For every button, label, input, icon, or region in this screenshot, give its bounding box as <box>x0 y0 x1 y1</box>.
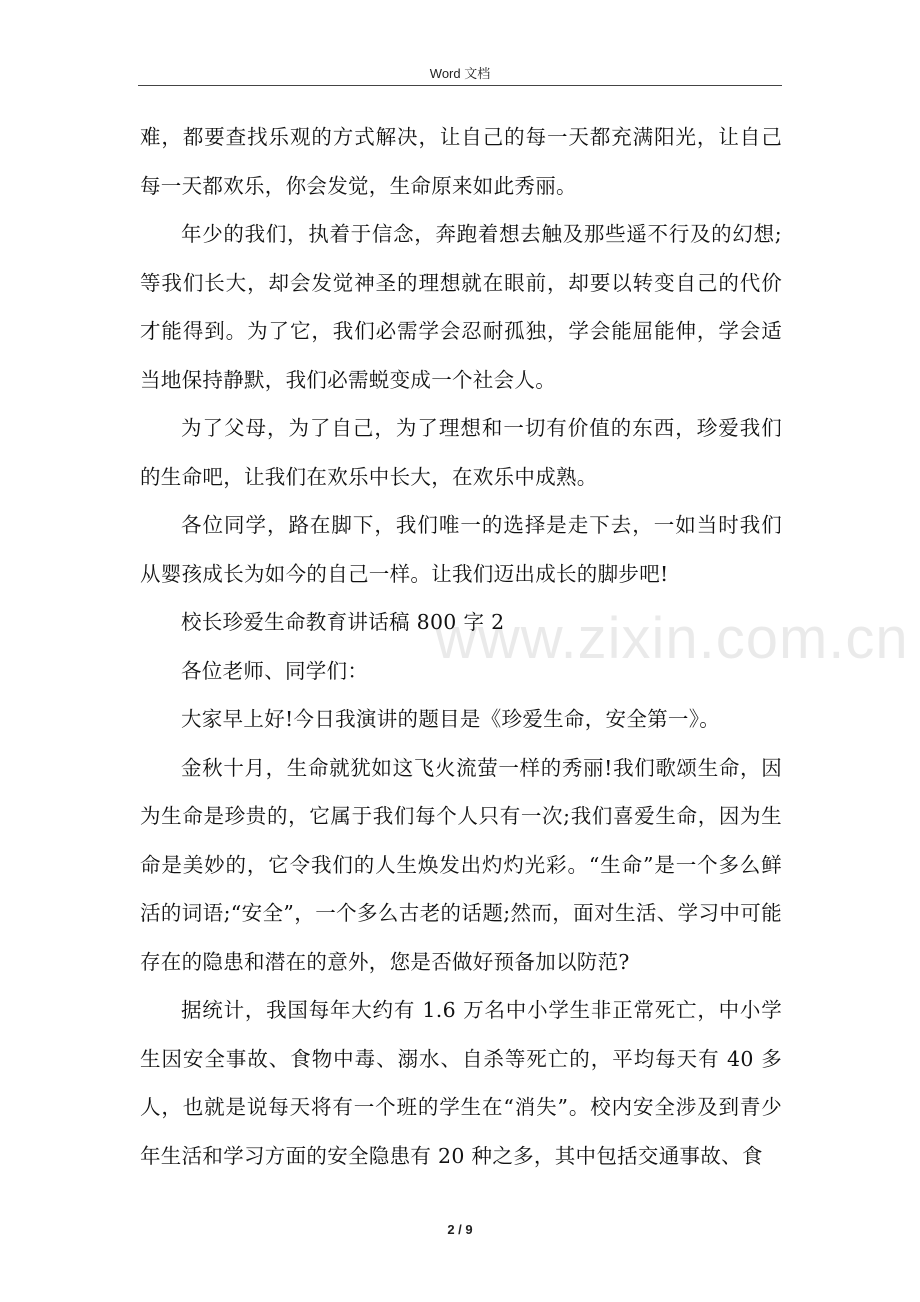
paragraph: 金秋十月，生命就犹如这飞火流萤一样的秀丽!我们歌颂生命，因为生命是珍贵的，它属于我们每个人只有一次;我们喜爱生命，因为生命是美妙的，它令我们的人生焕发出灼灼光彩。“生命”是一个多么鲜活的词语;“安全”，一个多么古老的话题;然而，面对生活、学习中可能存在的隐患和潜在的意外，您是否做好预备加以防范? <box>140 755 782 974</box>
paragraph: 各位同学，路在脚下，我们唯一的选择是走下去，一如当时我们从婴孩成长为如今的自己一样。让我们迈出成长的脚步吧! <box>140 513 782 586</box>
paragraph: 大家早上好!今日我演讲的题目是《珍爱生命，安全第一》。 <box>181 707 721 731</box>
paragraph: 为了父母，为了自己，为了理想和一切有价值的东西，珍爱我们的生命吧，让我们在欢乐中长大，在欢乐中成熟。 <box>140 416 782 489</box>
paragraph: 年少的我们，执着于信念，奔跑着想去触及那些遥不行及的幻想;等我们长大，却会发觉神圣的理想就在眼前，却要以转变自己的代价才能得到。为了它，我们必需学会忍耐孤独，学会能屈能伸，学会适当地保持静默，我们必需蜕变成一个社会人。 <box>140 222 782 392</box>
section-title: 校长珍爱生命教育讲话稿 800 字 2 <box>181 610 505 634</box>
page-header: Word 文档 <box>429 66 491 81</box>
paragraph: 难，都要查找乐观的方式解决，让自己的每一天都充满阳光，让自己每一天都欢乐，你会发觉，生命原来如此秀丽。 <box>140 125 782 198</box>
page-number: 2 / 9 <box>447 1222 473 1237</box>
watermark: www.zixin.com.cn <box>435 606 909 671</box>
paragraph: 据统计，我国每年大约有 1.6 万名中小学生非正常死亡，中小学生因安全事故、食物中毒、溺水、自杀等死亡的，平均每天有 40 多人，也就是说每天将有一个班的学生在“消失”。校内安全涉及到青少年生活和学习方面的安全隐患有 20 种之多，其中包括交通事故、食 <box>140 998 782 1168</box>
salutation: 各位老师、同学们： <box>181 658 369 683</box>
header-divider <box>138 85 782 86</box>
